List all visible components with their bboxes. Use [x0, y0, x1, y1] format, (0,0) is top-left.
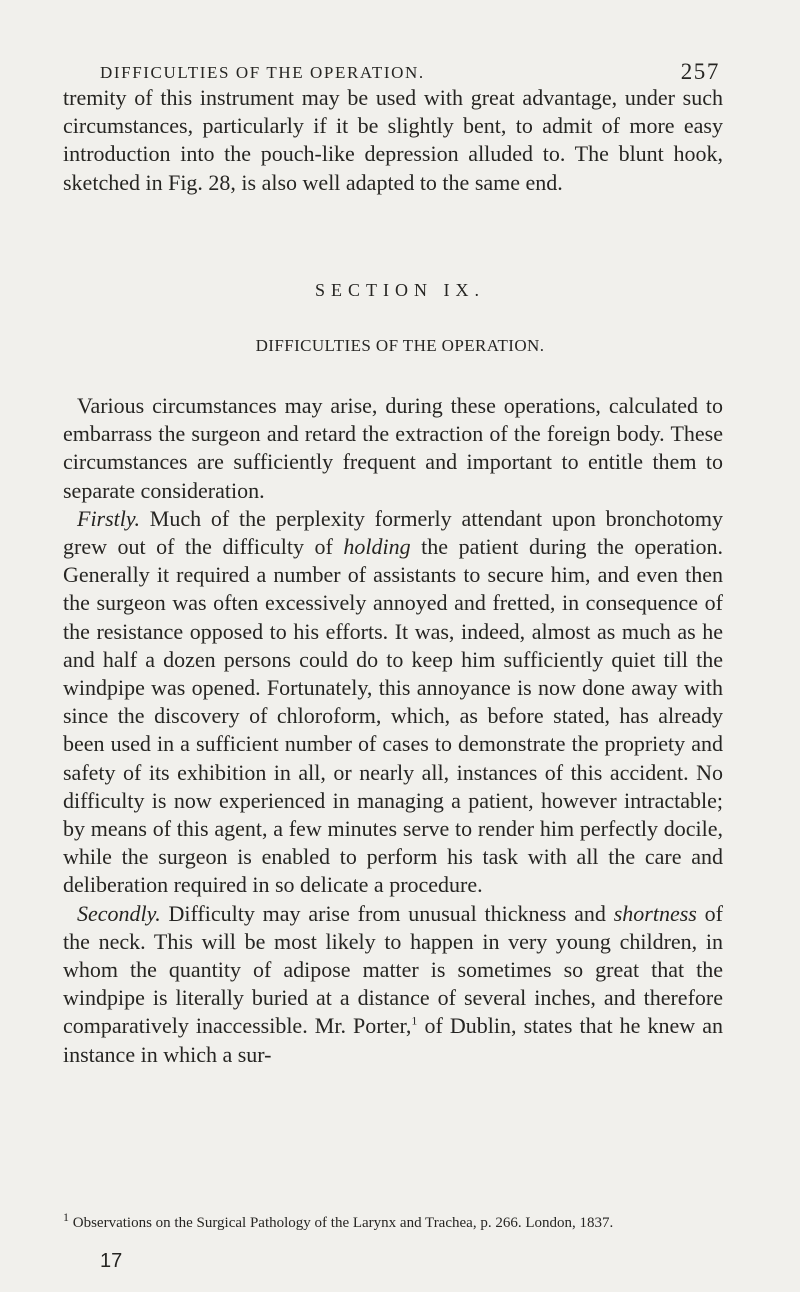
- intro-text-block: [63, 84, 723, 197]
- main-text-block: [63, 392, 723, 1069]
- paragraph-3-text-a: Difficulty may arise from unusual thickness and: [160, 900, 614, 926]
- footnote: [63, 1210, 723, 1233]
- paragraph-3-text-c: of Dublin, states that he knew an instance in which a sur-: [63, 1013, 723, 1067]
- paragraph-3-lead: Secondly.: [77, 900, 161, 926]
- signature-mark: 17: [100, 1250, 123, 1272]
- paragraph-1: Various circumstances may arise, during these operations, calculated to embarrass the surgeon and retard the extraction of the foreign body. These circumstances are sufficiently frequent and important to entitle them to separate consideration.: [63, 393, 723, 503]
- paragraph-3: [63, 900, 723, 1069]
- paragraph-2-lead: Firstly.: [77, 505, 140, 531]
- paragraph-2-emphasis: holding: [343, 534, 411, 560]
- paragraph-2: [63, 505, 723, 900]
- section-title: DIFFICULTIES OF THE OPERATION.: [255, 336, 545, 355]
- paragraph-2-text-a: Much of the perplexity formerly attendant upon bronchotomy grew out of the difficulty of: [63, 505, 723, 560]
- running-title: DIFFICULTIES OF THE OPERATION.: [100, 63, 425, 82]
- paragraph-2-text-b: the patient during the operation. Generally it required a number of assistants to secure him, and even then the surgeon was often excessively annoyed and fretted, in consequence of the resistance opposed to his efforts. It was, indeed, almost as much as he and half a dozen persons could do to keep him sufficiently quiet till the windpipe was opened. Fortunately, this annoyance is now done away with since the discovery of chloroform, which, as before stated, has already been used in a sufficient number of cases to demonstrate the propriety and safety of its exhibition in all, or nearly all, instances of this accident. No difficulty is now experienced in managing a patient, however intractable; by means of this agent, a few minutes serve to render him perfectly docile, while the surgeon is enabled to perform his task with all the care and deliberation required in so delicate a procedure.: [63, 534, 724, 898]
- page-number: 257: [680, 59, 720, 84]
- footnote-reference: 1: [411, 1014, 418, 1029]
- footnote-text: Observations on the Surgical Pathology of the Larynx and Trachea, p. 266. London, 1837.: [69, 1215, 614, 1231]
- section-heading: SECTION IX.: [315, 280, 485, 300]
- intro-paragraph: tremity of this instrument may be used with great advantage, under such circumstances, particularly if it be slightly bent, to admit of more easy introduction into the pouch-like depression alluded to. The blunt hook, sketched in Fig. 28, is also well adapted to the same end.: [63, 85, 723, 195]
- footnote-mark: 1: [63, 1210, 69, 1224]
- paragraph-3-text-b: of the neck. This will be most likely to happen in very young children, in whom the quantity of adipose matter is sometimes so great that the windpipe is literally buried at a distance of several inches, and therefore comparatively inaccessible. Mr. Porter,: [63, 900, 724, 1039]
- paragraph-3-emphasis: shortness: [613, 900, 697, 926]
